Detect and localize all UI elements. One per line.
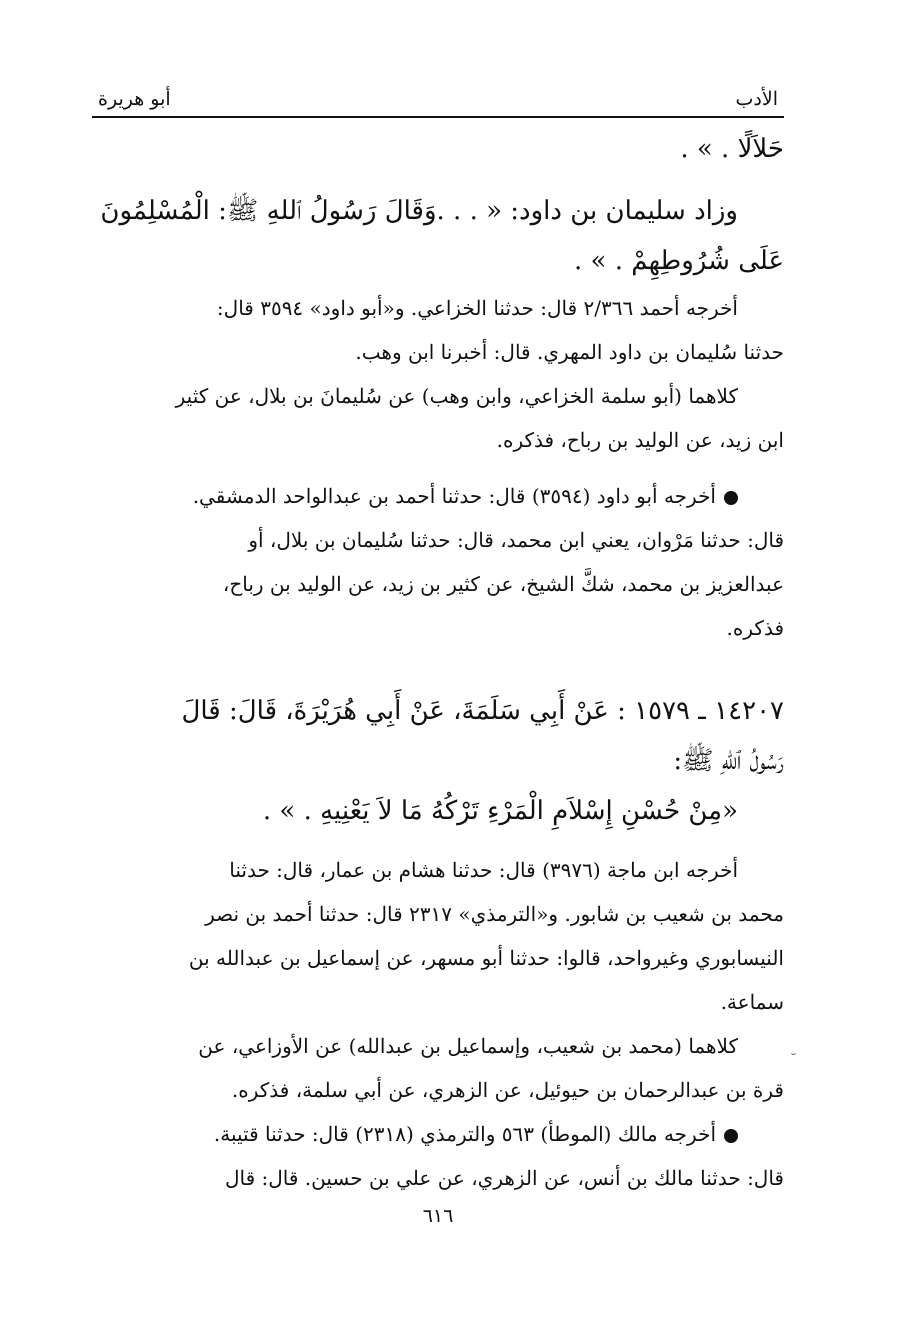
text-line: حَلاَلًا . » . (680, 134, 784, 164)
book-page (92, 84, 784, 1230)
text-line: حدثنا سُليمان بن داود المهري. قال: أخبرنا ابن وهب. (355, 340, 784, 364)
bullet-marker (724, 1129, 738, 1143)
text-line: محمد بن شعيب بن شابور. و«الترمذي» ٢٣١٧ قال: حدثنا أحمد بن نصر (205, 902, 784, 926)
page-number: ٦١٦ (422, 1205, 454, 1227)
running-header (92, 84, 784, 118)
text-line: أخرجه أحمد ٢/٣٦٦ قال: حدثنا الخزاعي. و«أبو داود» ٣٥٩٤ قال: (216, 296, 738, 320)
hadith-heading: ١٤٢٠٧ ـ ١٥٧٩ : عَنْ أَبِي سَلَمَةَ، عَنْ أَبِي هُرَيْرَةَ، قَالَ: قَالَ (181, 696, 784, 726)
text-line: كلاهما (أبو سلمة الخزاعي، وابن وهب) عن سُليمانَ بن بلال، عن كثير (175, 384, 738, 408)
text-line: النيسابوري وغيرواحد، قالوا: حدثنا أبو مسهر، عن إسماعيل بن عبدالله بن (188, 946, 784, 970)
text-line: كلاهما (محمد بن شعيب، وإسماعيل بن عبدالله) عن الأوزاعي، عن (198, 1034, 738, 1058)
text-line: أخرجه مالك (الموطأ) ٥٦٣ والترمذي (٢٣١٨) قال: حدثنا قتيبة. (92, 1112, 784, 1156)
text-line: ابن زيد، عن الوليد بن رباح، فذكره. (496, 428, 784, 452)
text-line: قال: حدثنا مالك بن أنس، عن الزهري، عن علي بن حسين. قال: قال (224, 1166, 784, 1190)
header-section-title: الأدب (730, 88, 784, 110)
header-narrator-name: أبو هريرة (92, 88, 177, 110)
hadith-text: «مِنْ حُسْنِ إِسْلاَمِ الْمَرْءِ تَرْكُهُ مَا لاَ يَعْنِيهِ . » . (262, 796, 738, 826)
text-line: قرة بن عبدالرحمان بن حيوئيل، عن الزهري، عن أبي سلمة، فذكره. (231, 1078, 784, 1102)
text-line: سماعة. (720, 990, 784, 1014)
text-line: أخرجه ابن ماجة (٣٩٧٦) قال: حدثنا هشام بن عمار، قال: حدثنا (229, 858, 738, 882)
text-line: أخرجه أبو داود (٣٥٩٤) قال: حدثنا أحمد بن عبدالواحد الدمشقي. (92, 474, 784, 518)
text-line: عَلَى شُرُوطِهِمْ . » . (574, 246, 784, 276)
text-line: وزاد سليمان بن داود: « . . .وَقَالَ رَسُولُ ٱللهِ ﷺ: الْمُسْلِمُونَ (100, 196, 738, 226)
text-line: عبدالعزيز بن محمد، شكَّ الشيخ، عن كثير بن زيد، عن الوليد بن رباح، (222, 572, 784, 596)
bullet-marker (724, 491, 738, 505)
scan-mark: ˘ (790, 1052, 797, 1068)
text-line: فذكره. (726, 616, 784, 640)
text-line: رَسُولُ ٱللهِ ﷺ: (673, 746, 784, 776)
text-line: قال: حدثنا مَرْوان، يعني ابن محمد، قال: حدثنا سُليمان بن بلال، أو (248, 528, 784, 552)
